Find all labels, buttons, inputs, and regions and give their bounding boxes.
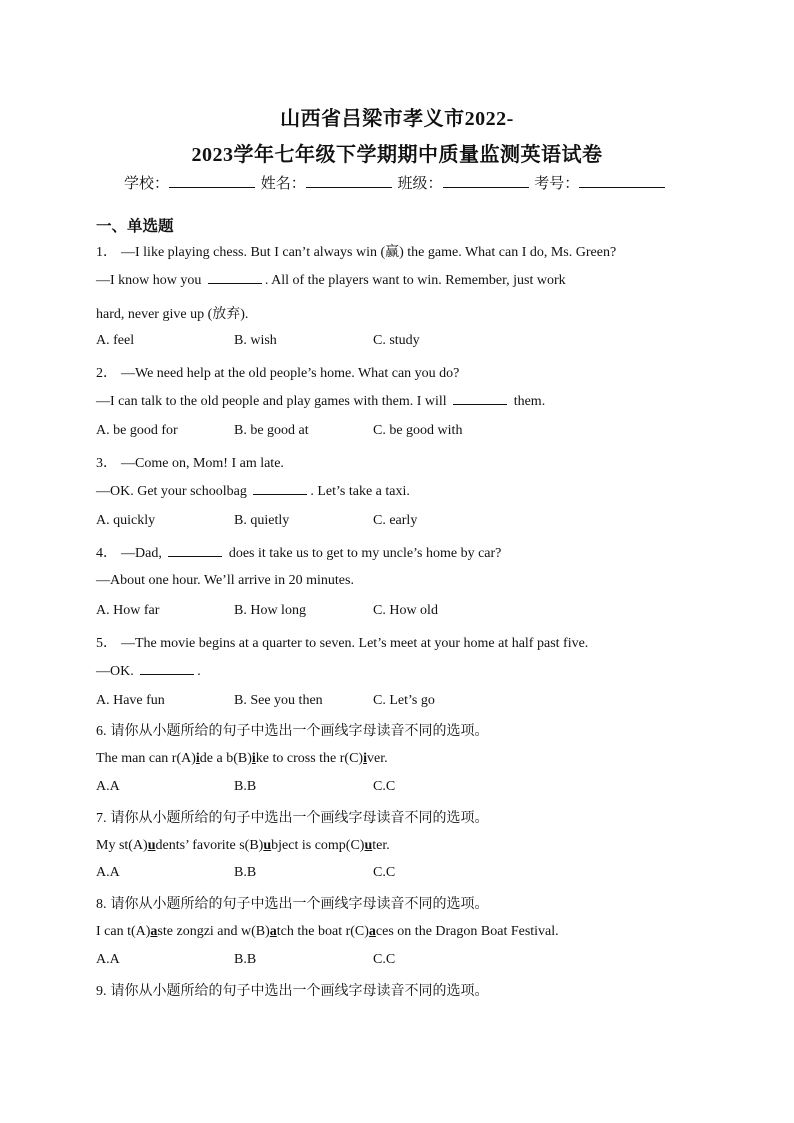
question-7-option-c[interactable]: C.C [373,865,396,880]
answer-blank [208,272,262,284]
question-8-option-a[interactable]: A.A [96,952,120,967]
question-6-sentence [96,751,388,767]
sentence-text: The man can r(A) [96,751,196,766]
exam-title-line1: 山西省吕梁市孝义市2022- [280,108,514,130]
question-6-option-a[interactable]: A.A [96,779,120,794]
question-2-line1: 2． —We need help at the old people’s home. What can you do? [96,366,460,381]
question-7-sentence [96,838,390,854]
answer-blank [453,393,507,405]
underlined-letter: u [364,838,373,853]
class-blank[interactable] [443,175,529,188]
question-7-prompt: 7. 请你从小题所给的句子中选出一个画线字母读音不同的选项。 [96,811,489,826]
question-2-option-b[interactable]: B. be good at [234,423,309,438]
question-1-option-a[interactable]: A. feel [96,333,135,348]
question-2-line2: —I can talk to the old people and play games with them. I will them. [96,394,546,409]
question-6-option-b[interactable]: B.B [234,779,257,794]
sentence-text: tch the boat r(C) [276,924,369,939]
school-label: 学校： [124,176,170,192]
sentence-text: ces on the Dragon Boat Festival. [375,924,559,939]
section-heading: 一、单选题 [96,218,174,235]
underlined-letter: a [150,924,158,939]
sentence-text: ke to cross the r(C) [255,751,364,766]
question-2-option-c[interactable]: C. be good with [373,423,463,438]
answer-blank [253,483,307,495]
question-9-prompt: 9. 请你从小题所给的句子中选出一个画线字母读音不同的选项。 [96,984,489,999]
exam-number-blank[interactable] [579,175,665,188]
answer-blank [140,663,194,675]
sentence-text: My st(A) [96,838,148,853]
underlined-letter: u [147,838,156,853]
question-1-line1: 1． —I like playing chess. But I can’t always win (赢) the game. What can I do, Ms. Green? [96,245,617,260]
question-6-option-c[interactable]: C.C [373,779,396,794]
question-7-option-a[interactable]: A.A [96,865,120,880]
sentence-text: bject is comp(C) [271,838,365,853]
question-7-option-b[interactable]: B.B [234,865,257,880]
question-4-option-a[interactable]: A. How far [96,603,160,618]
underlined-letter: u [263,838,272,853]
underlined-letter: a [269,924,277,939]
answer-blank [168,545,222,557]
sentence-text: ver. [366,751,388,766]
question-1-option-b[interactable]: B. wish [234,333,277,348]
exam-number-label: 考号： [534,176,580,192]
class-label: 班级： [397,176,443,192]
name-label: 姓名： [260,176,306,192]
question-5-line2: —OK. . [96,664,201,679]
question-1-line3: hard, never give up (放弃). [96,307,249,322]
sentence-text: ter. [372,838,390,853]
sentence-text: I can t(A) [96,924,151,939]
question-1-option-c[interactable]: C. study [373,333,420,348]
question-8-option-c[interactable]: C.C [373,952,396,967]
question-2-option-a[interactable]: A. be good for [96,423,178,438]
exam-title-line2: 2023学年七年级下学期期中质量监测英语试卷 [191,144,603,166]
student-info-row [124,172,667,193]
question-4-line1: 4． —Dad, does it take us to get to my uncle’s home by car? [96,546,502,561]
sentence-text: de a b(B) [199,751,252,766]
question-8-sentence [96,924,559,940]
question-4-line2: —About one hour. We’ll arrive in 20 minutes. [96,573,354,588]
name-blank[interactable] [306,175,392,188]
question-5-line1: 5． —The movie begins at a quarter to seven. Let’s meet at your home at half past five. [96,636,589,651]
question-3-option-b[interactable]: B. quietly [234,513,290,528]
underlined-letter: a [368,924,376,939]
sentence-text: dents’ favorite s(B) [155,838,264,853]
question-3-option-a[interactable]: A. quickly [96,513,156,528]
question-5-option-a[interactable]: A. Have fun [96,693,165,708]
question-5-option-c[interactable]: C. Let’s go [373,693,435,708]
question-8-option-b[interactable]: B.B [234,952,257,967]
question-3-option-c[interactable]: C. early [373,513,418,528]
sentence-text: ste zongzi and w(B) [157,924,270,939]
underlined-letter: i [195,751,200,766]
question-1-line2: —I know how you . All of the players want to win. Remember, just work [96,273,566,288]
question-5-option-b[interactable]: B. See you then [234,693,323,708]
underlined-letter: i [363,751,367,766]
question-4-option-c[interactable]: C. How old [373,603,438,618]
question-3-line1: 3． —Come on, Mom! I am late. [96,456,284,471]
school-blank[interactable] [169,175,255,188]
question-8-prompt: 8. 请你从小题所给的句子中选出一个画线字母读音不同的选项。 [96,897,489,912]
question-4-option-b[interactable]: B. How long [234,603,306,618]
question-3-line2: —OK. Get your schoolbag . Let’s take a taxi. [96,484,410,499]
question-6-prompt: 6. 请你从小题所给的句子中选出一个画线字母读音不同的选项。 [96,724,489,739]
underlined-letter: i [251,751,256,766]
